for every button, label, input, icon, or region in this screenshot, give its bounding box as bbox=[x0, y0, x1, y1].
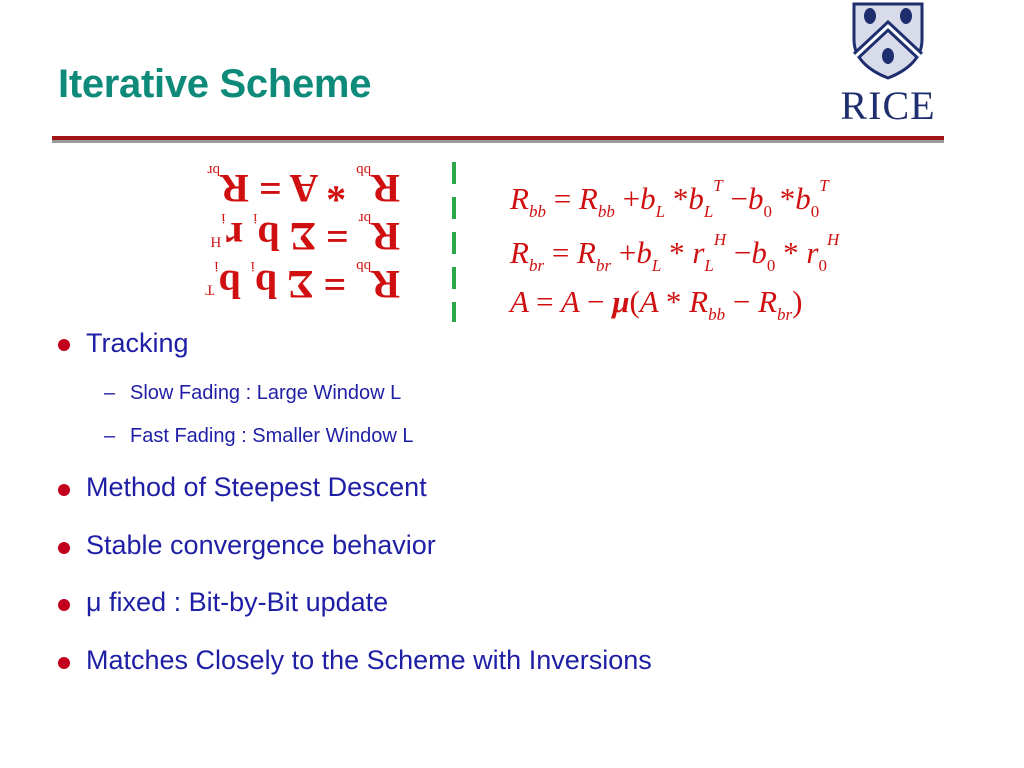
sub-bullet-dash: – bbox=[104, 382, 116, 404]
bullet-steepest-descent: Method of Steepest Descent bbox=[86, 472, 427, 502]
rice-shield-icon bbox=[832, 0, 944, 80]
bullet-mu-fixed: μ fixed : Bit-by-Bit update bbox=[86, 587, 389, 617]
mirrored-equation-3: $R_{bb} * A = R_{br}$ bbox=[207, 162, 400, 211]
bullet-marker bbox=[58, 542, 70, 554]
bullet-marker bbox=[58, 657, 70, 669]
sub-bullet-slow-fading: Slow Fading : Large Window L bbox=[130, 382, 402, 404]
bullet-tracking: Tracking bbox=[86, 328, 189, 358]
bullet-marker bbox=[58, 484, 70, 496]
equation-divider bbox=[452, 162, 456, 322]
title-rule-gray bbox=[52, 140, 944, 143]
equation-a-update: $A = A - \mu(A * R_{bb} - R_{br})$ bbox=[510, 284, 803, 324]
sub-bullet-dash: – bbox=[104, 425, 116, 447]
mirrored-equations bbox=[100, 162, 400, 308]
bullet-marker bbox=[58, 599, 70, 611]
rice-logo bbox=[832, 0, 944, 128]
equation-rbb-update: $R_{bb} = R_{bb} +b_L$ $*b_L^T -b_0$ $*b_0^T$ bbox=[510, 176, 829, 221]
bullet-matches-inversions: Matches Closely to the Scheme with Inversions bbox=[86, 645, 652, 675]
sub-bullet-fast-fading: Fast Fading : Smaller Window L bbox=[130, 425, 414, 447]
rice-wordmark: RICE bbox=[840, 83, 936, 128]
mirrored-equation-1: $R_{bb} = \Sigma$ $b_i$ $b_i^T$ bbox=[205, 258, 400, 307]
mirrored-equation-2: $R_{br} = \Sigma$ $b_i$ $r_i^H$ bbox=[210, 210, 400, 259]
bullet-stable-convergence: Stable convergence behavior bbox=[86, 530, 436, 560]
bullet-marker bbox=[58, 339, 70, 351]
slide-title: Iterative Scheme bbox=[58, 62, 372, 106]
equation-rbr-update: $R_{br} = R_{br} +b_L * r_L^H -b_0 * r_0^H$ bbox=[510, 230, 840, 275]
